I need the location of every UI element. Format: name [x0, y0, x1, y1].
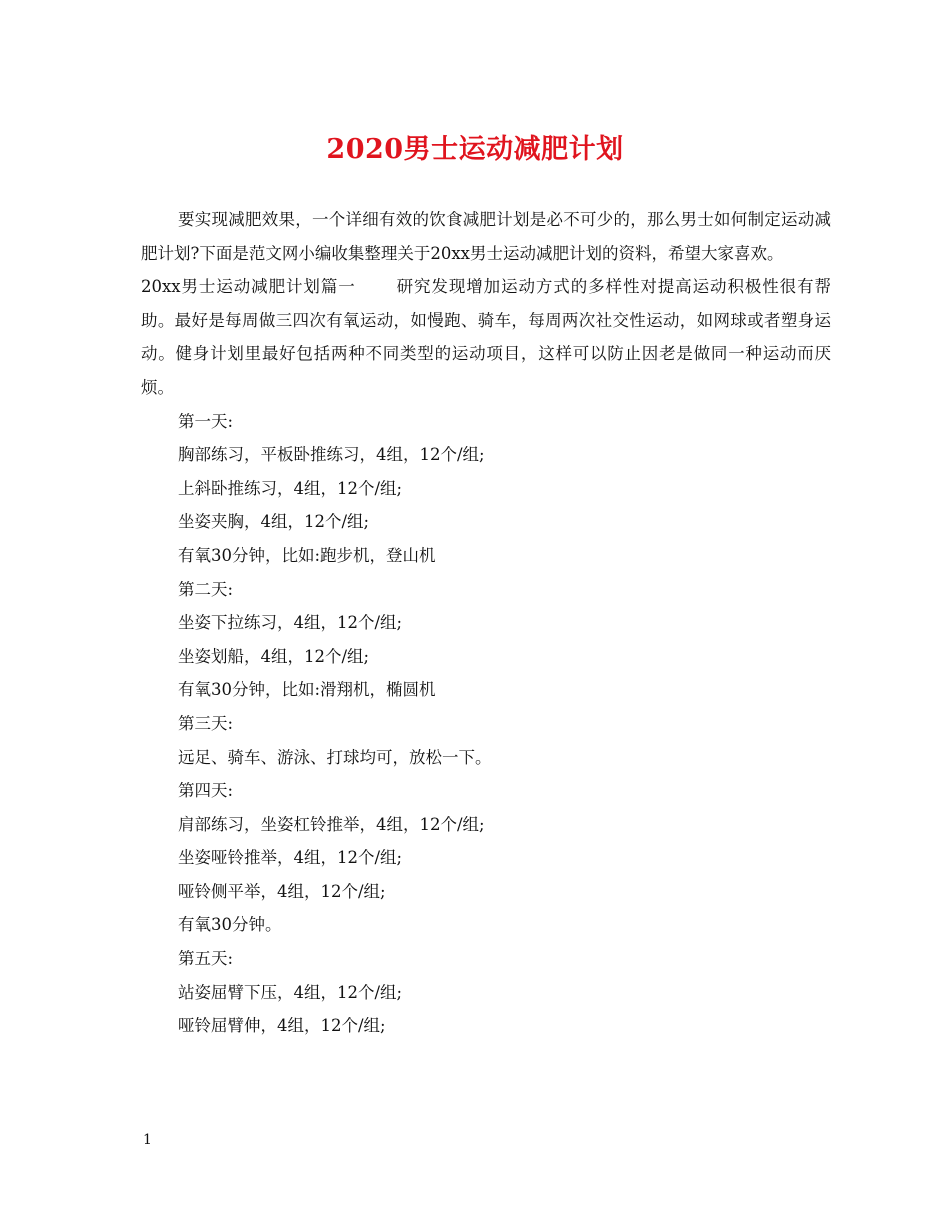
- intro-paragraph: 要实现减肥效果，一个详细有效的饮食减肥计划是必不可少的，那么男士如何制定运动减肥计划?下面是范文网小编收集整理关于20xx男士运动减肥计划的资料，希望大家喜欢。: [141, 210, 831, 263]
- plan-line-day5: 第五天:: [178, 949, 234, 969]
- plan-line: 胸部练习，平板卧推练习，4组，12个/组;: [178, 445, 485, 465]
- section-paragraph: [141, 270, 831, 404]
- document-body: [141, 203, 831, 1043]
- plan-line: 肩部练习，坐姿杠铃推举，4组，12个/组;: [178, 814, 485, 834]
- page-number: 1: [143, 1132, 152, 1148]
- section-text: 研究发现增加运动方式的多样性对提高运动积极性很有帮助。最好是每周做三四次有氧运动，如慢跑、骑车，每周两次社交性运动，如网球或者塑身运动。健身计划里最好包括两种不同类型的运动项目，这样可以防止因老是做同一种运动而厌烦。: [141, 277, 832, 397]
- plan-line: 有氧30分钟，比如:跑步机，登山机: [178, 545, 436, 565]
- plan-line: 哑铃屈臂伸，4组，12个/组;: [178, 1016, 386, 1036]
- plan-line: 坐姿下拉练习，4组，12个/组;: [178, 613, 403, 633]
- plan-line: 远足、骑车、游泳、打球均可，放松一下。: [178, 747, 492, 767]
- plan-line: 坐姿哑铃推举，4组，12个/组;: [178, 848, 403, 868]
- plan-line: 坐姿夹胸，4组，12个/组;: [178, 512, 370, 532]
- plan-line: 上斜卧推练习，4组，12个/组;: [178, 478, 403, 498]
- plan-line: 哑铃侧平举，4组，12个/组;: [178, 881, 386, 901]
- plan-line: 站姿屈臂下压，4组，12个/组;: [178, 982, 403, 1002]
- plan-line-day2: 第二天:: [178, 579, 234, 599]
- plan-line-day3: 第三天:: [178, 713, 234, 733]
- plan-line: 有氧30分钟，比如:滑翔机，椭圆机: [178, 680, 436, 700]
- plan-line-day1: 第一天:: [178, 411, 234, 431]
- section-heading: 20xx男士运动减肥计划篇一: [141, 277, 356, 297]
- plan-line: 有氧30分钟。: [178, 915, 282, 935]
- plan-line-day4: 第四天:: [178, 781, 234, 801]
- plan-line: 坐姿划船，4组，12个/组;: [178, 646, 370, 666]
- document-title: 2020男士运动减肥计划: [326, 134, 624, 165]
